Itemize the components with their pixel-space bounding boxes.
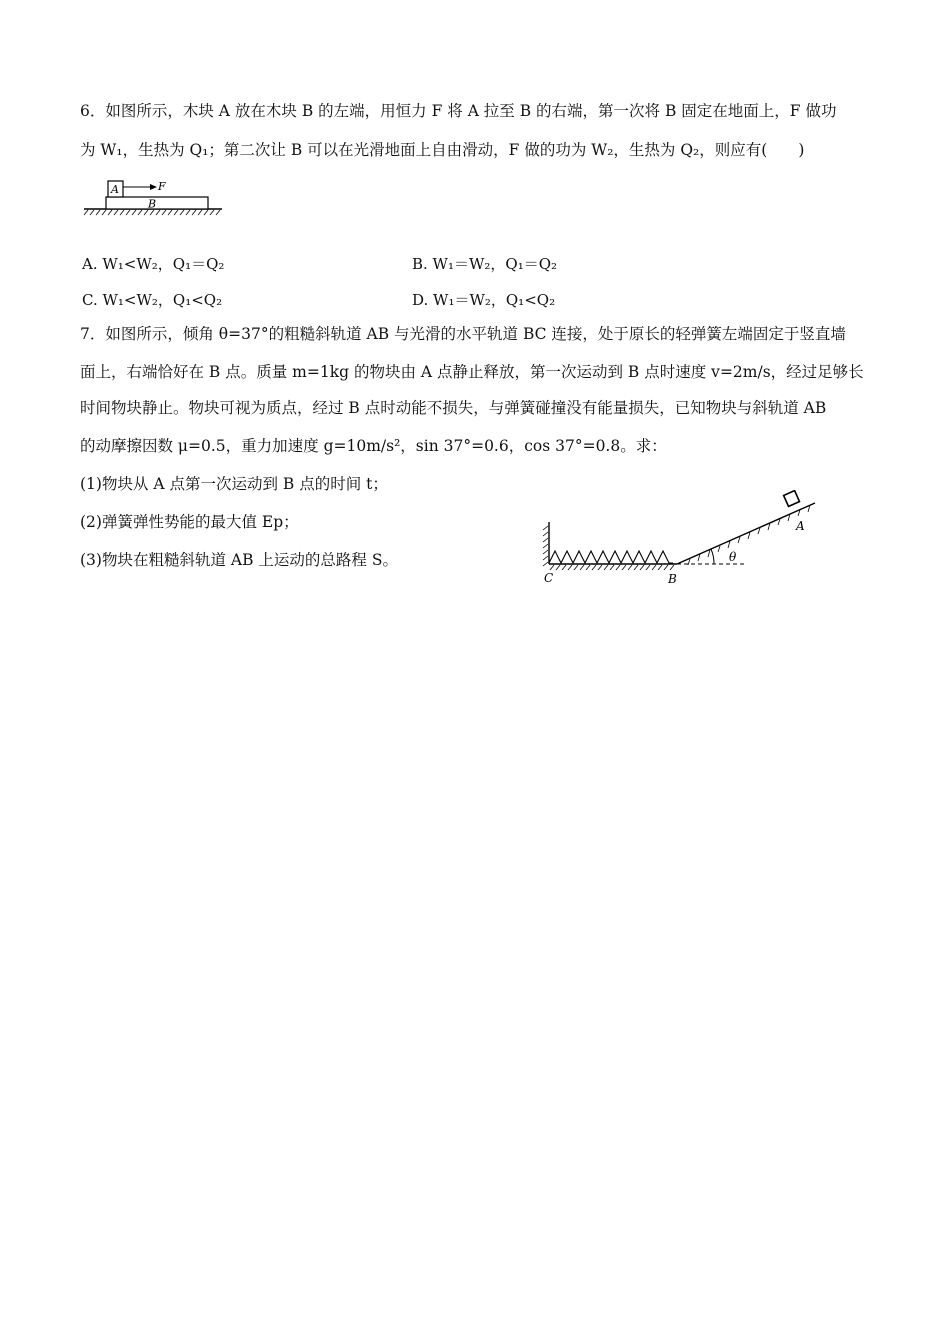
spring <box>549 551 673 563</box>
label-b: B <box>668 572 677 586</box>
label-f: F <box>158 180 166 193</box>
q6-option-a: A. W₁<W₂，Q₁＝Q₂ <box>82 255 225 273</box>
q6-figure <box>82 172 227 222</box>
label-theta: θ <box>729 550 737 564</box>
label-c: C <box>544 571 554 585</box>
q7-figure <box>540 490 825 590</box>
block-on-incline <box>784 491 800 507</box>
q7-line-2: 面上，右端恰好在 B 点。质量 m=1kg 的物块由 A 点静止释放，第一次运动到 B 点时速度 v=2m/s，经过足够长 <box>80 363 864 381</box>
block-b <box>106 197 208 209</box>
q6-option-b: B. W₁＝W₂，Q₁＝Q₂ <box>412 255 558 273</box>
q7-line-4: 的动摩擦因数 μ=0.5，重力加速度 g=10m/s²，sin 37°=0.6，cos 37°=0.8。求： <box>80 437 667 455</box>
label-a: A <box>111 183 119 196</box>
label-a: A <box>796 519 805 533</box>
q6-option-c: C. W₁<W₂，Q₁<Q₂ <box>82 291 223 309</box>
q7-line-3: 时间物块静止。物块可视为质点，经过 B 点时动能不损失，与弹簧碰撞没有能量损失，已知物块与斜轨道 AB <box>80 399 827 417</box>
q6-line-1: 6．如图所示，木块 A 放在木块 B 的左端，用恒力 F 将 A 拉至 B 的右端，第一次将 B 固定在地面上，F 做功 <box>80 102 837 120</box>
q7-line-1: 7．如图所示，倾角 θ=37°的粗糙斜轨道 AB 与光滑的水平轨道 BC 连接，处于原长的轻弹簧左端固定于竖直墙 <box>80 325 846 343</box>
label-b: B <box>148 197 157 211</box>
q6-line-2: 为 W₁，生热为 Q₁；第二次让 B 可以在光滑地面上自由滑动，F 做的功为 W₂，生热为 Q₂，则应有( ) <box>80 141 805 159</box>
q6-option-d: D. W₁＝W₂，Q₁<Q₂ <box>412 291 556 309</box>
q7-sub-question-3: (3)物块在粗糙斜轨道 AB 上运动的总路程 S。 <box>80 551 398 569</box>
q7-sub-question-1: (1)物块从 A 点第一次运动到 B 点的时间 t； <box>80 475 388 493</box>
q7-sub-question-2: (2)弹簧弹性势能的最大值 Ep； <box>80 513 299 531</box>
